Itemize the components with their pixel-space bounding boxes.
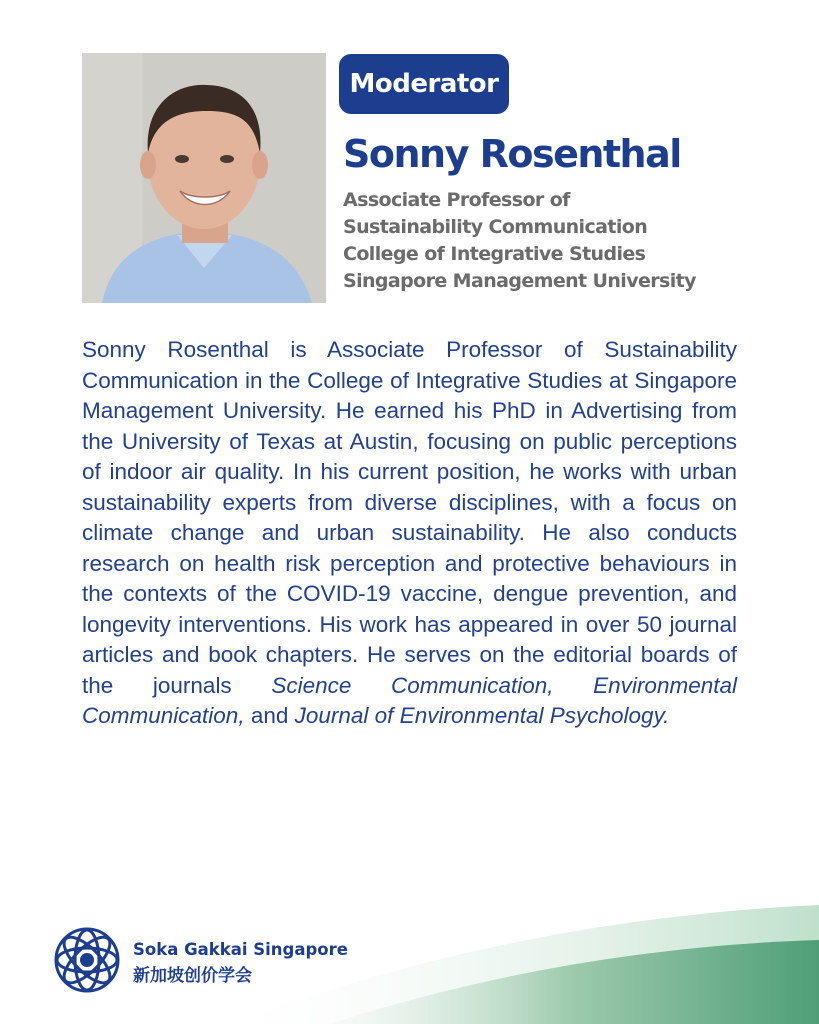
bio-conjunction: and [244, 703, 295, 728]
organization-name-zh: 新加坡创价学会 [133, 966, 252, 986]
bio-text: Sonny Rosenthal is Associate Professor of Sustainability Communication in the College of Integrative Studies at Singapore Management University. He earned his PhD in Advertising from the University of Texas at Austin, focusing on public perceptions of indoor air quality. In his current position, he works with urban sustainability experts from diverse disciplines, with a focus on climate change and urban sustainability. He also conducts research on health risk perception and protective behaviours in the contexts of the COVID-19 vaccine, dengue prevention, and longevity interventions. His work has appeared in over 50 journal articles and book chapters. He serves on the editorial boards of the journals [82, 337, 737, 698]
journal-name: Science Communication, [271, 672, 554, 698]
speaker-title-line: Sustainability Communication [343, 216, 648, 238]
journal-name: Journal of Environmental Psychology. [294, 703, 670, 728]
speaker-title-line: College of Integrative Studies [343, 243, 646, 265]
organization-name [133, 940, 348, 986]
organization-name-en: Soka Gakkai Singapore [133, 940, 348, 959]
journal-name: Environmental Communication, [82, 672, 737, 728]
speaker-title-line: Singapore Management University [343, 270, 696, 292]
lotus-flower-icon [52, 925, 122, 995]
speaker-name: Sonny Rosenthal [343, 132, 681, 176]
role-badge-label: Moderator [349, 69, 499, 99]
speaker-title-line: Associate Professor of [343, 189, 570, 211]
